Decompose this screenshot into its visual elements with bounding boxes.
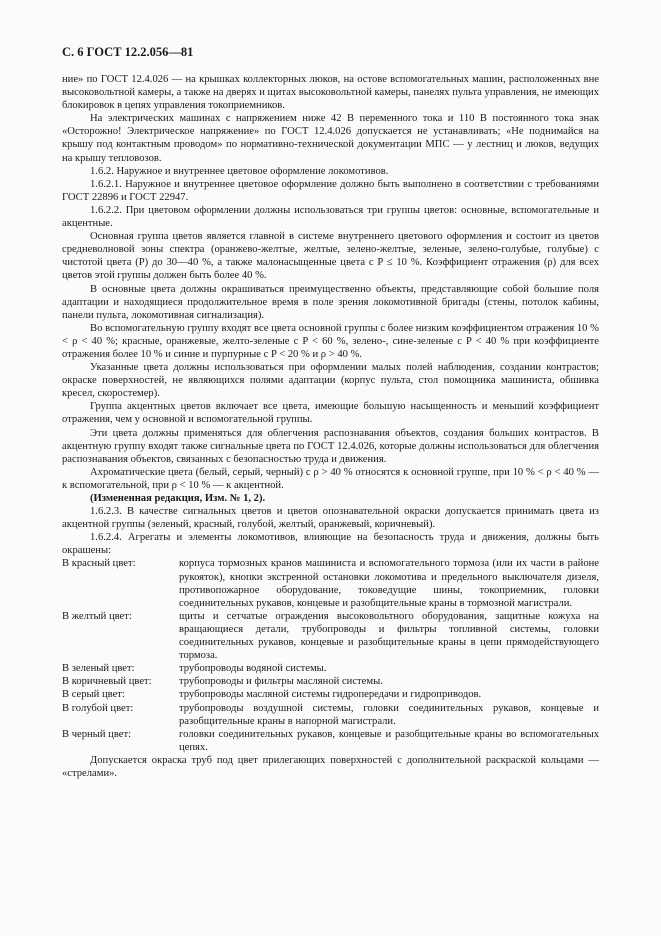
color-table	[62, 557, 599, 753]
color-description: трубопроводы и фильтры масляной системы.	[179, 676, 383, 688]
color-description: трубопроводы воздушной системы, головки соединительных рукавов, концевые и разобщительные краны в напорной магистрали.	[179, 702, 599, 727]
color-label: В голубой цвет:	[62, 702, 134, 714]
paragraphs	[62, 73, 599, 557]
paragraph: Группа акцентных цветов включает все цвета, имеющие большую насыщенность и меньший коэффициент отражения, чем у основной и вспомогательной группы.	[62, 401, 599, 426]
paragraph: 1.6.2.1. Наружное и внутреннее цветовое оформление должно быть выполнено в соответствии с требованиями ГОСТ 22896 и ГОСТ 22947.	[62, 178, 599, 203]
paragraph: (Измененная редакция, Изм. № 1, 2).	[90, 493, 266, 504]
color-description: головки соединительных рукавов, концевые и разобщительные краны во вспомогательных цепях.	[179, 728, 599, 753]
color-label: В зеленый цвет:	[62, 663, 135, 675]
paragraph: 1.6.2.2. При цветовом оформлении должны использоваться три группы цветов: основные, вспомогательные и акцентные.	[62, 204, 599, 230]
footer-paragraph: Допускается окраска труб под цвет прилегающих поверхностей с дополнительной раскраской кольцами — «стрелами».	[62, 754, 599, 779]
color-row	[62, 662, 599, 675]
color-label: В коричневый цвет:	[62, 676, 152, 688]
color-row	[62, 557, 599, 609]
color-row	[62, 688, 599, 701]
color-label: В черный цвет:	[62, 728, 132, 740]
color-description: трубопроводы водяной системы.	[179, 663, 327, 675]
paragraph: Во вспомогательную группу входят все цвета основной группы с более низким коэффициентом отражения 10 % < ρ < 40 %; красные, оранжевые, желто-зеленые с P < 60 %, зелено-, сине-зеленые с P < 40 % при коэффициенте отражения более 10 % и синие и пурпурные с P < 20 % и ρ > 40 %.	[62, 322, 599, 360]
paragraph: Указанные цвета должны использоваться при оформлении малых полей наблюдения, создании контрастов; окраске поверхностей, не являющихся полями адаптации (корпус пульта, стол помощника машиниста, обшивка кресел, скоростемер).	[62, 362, 599, 400]
document-body	[62, 73, 599, 780]
paragraph: В основные цвета должны окрашиваться преимущественно объекты, представляющие собой большие поля адаптации и находящиеся продолжительное время в поле зрения локомотивной бригады (стены, потолок кабины, панели пульта, локомотивная сигнализация).	[62, 283, 599, 321]
paragraph: 1.6.2.3. В качестве сигнальных цветов и цветов опознавательной окраски допускается принимать цвета из акцентной группы (зеленый, красный, голубой, желтый, оранжевый, коричневый).	[62, 506, 599, 531]
color-row	[62, 728, 599, 754]
color-row	[62, 702, 599, 728]
paragraph: 1.6.2.4. Агрегаты и элементы локомотивов, влияющие на безопасность труда и движения, должны быть окрашены:	[62, 532, 599, 557]
paragraph: Эти цвета должны применяться для облегчения распознавания объектов, создания больших контрастов. В акцентную группу входят также сигнальные цвета по ГОСТ 12.4.026, которые должны использоваться для облегчения распознавания объектов, связанных с безопасностью труда и движения.	[62, 427, 599, 465]
color-row	[62, 675, 599, 688]
paragraph: 1.6.2. Наружное и внутреннее цветовое оформление локомотивов.	[90, 165, 389, 177]
paragraph: ние» по ГОСТ 12.4.026 — на крышках коллекторных люков, на остове вспомогательных машин, расположенных вне высоковольтной камеры, а также на дверях и щитах высоковольтной камеры, панелях пульта управления, не имеющих блокировок в цепях управления токоприемников.	[62, 74, 599, 112]
color-description: щиты и сетчатые ограждения высоковольтного оборудования, защитные кожуха на вращающиеся детали, трубопроводы и фильтры топливной системы, головки соединительных рукавов, концевые и разобщительные краны в цепи прямодействующего тормоза.	[179, 610, 599, 662]
color-description: корпуса тормозных кранов машиниста и вспомогательного тормоза (или их части в районе рукояток), кнопки экстренной остановки локомотива и предельного выключателя дизеля, противопожарное оборудование, токоведущие шины, токоприемник, головки соединительных рукавов, концевые и разобщительные краны в тормозной магистрали.	[179, 558, 599, 609]
page-header: С. 6 ГОСТ 12.2.056—81	[62, 45, 194, 59]
color-label: В желтый цвет:	[62, 610, 132, 622]
color-row	[62, 610, 599, 662]
paragraph: На электрических машинах с напряжением ниже 42 В переменного тока и 110 В постоянного тока знак «Осторожно! Электрическое напряжение» по ГОСТ 12.4.026 допускается не устанавливать; «Не поднимайся на крышу под контактным проводом» по нормативно-технической документации МПС — у лестниц и люков, ведущих на крышу тепловозов.	[62, 113, 599, 164]
paragraph: Ахроматические цвета (белый, серый, черный) с ρ > 40 % относятся к основной группе, при 10 % < ρ < 40 % — к вспомогательной, при ρ < 10 % — к акцентной.	[62, 466, 599, 491]
color-label: В красный цвет:	[62, 558, 136, 570]
paragraph: Основная группа цветов является главной в системе внутреннего цветового оформления и состоит из цветов средневолновой зоны спектра (оранжево-желтые, желтые, зелено-желтые, зеленые, зелено-голубые, голубые) с чистотой цвета (P) до 30—40 %, а также малонасыщенные цвета с P ≤ 10 %. Коэффициент отражения (ρ) для всех цветов этой группы должен быть более 40 %.	[62, 231, 599, 282]
color-description: трубопроводы масляной системы гидропередачи и гидроприводов.	[179, 689, 482, 701]
color-label: В серый цвет:	[62, 689, 125, 701]
